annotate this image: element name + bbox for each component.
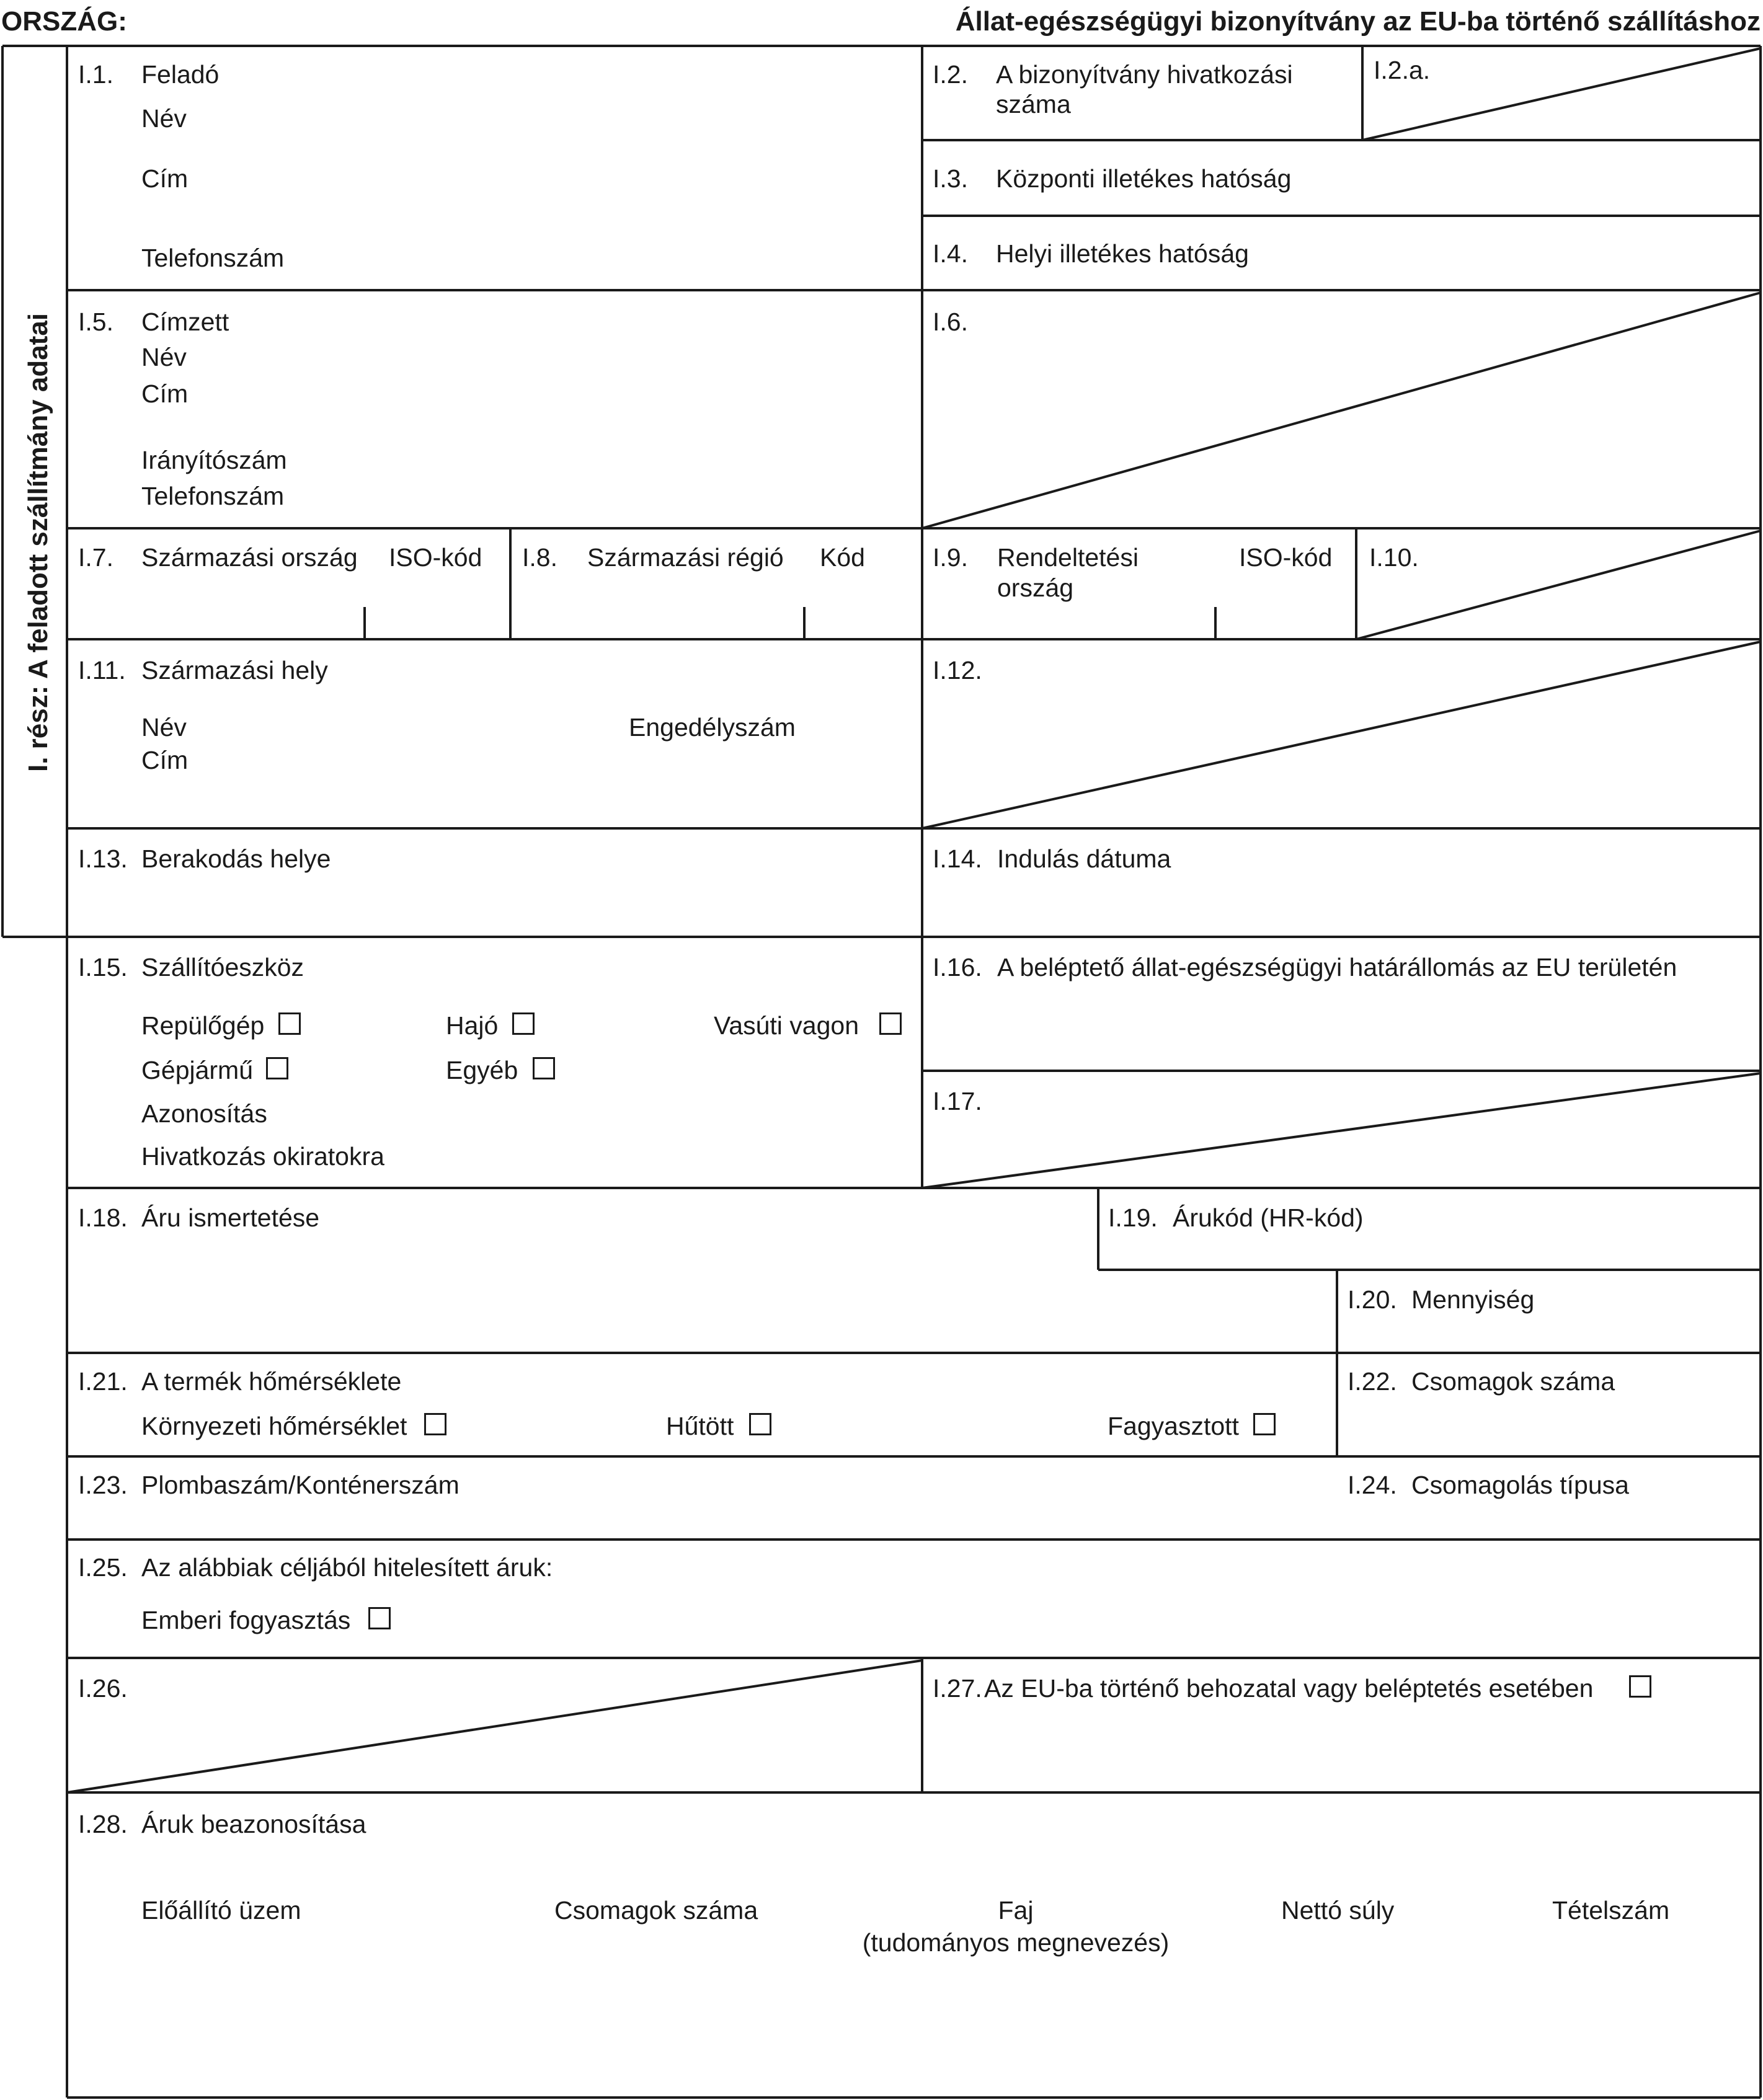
human-consumption-checkbox[interactable]: [368, 1607, 391, 1629]
species-column: Faj: [998, 1896, 1034, 1925]
part-one-side-label: I. rész: A feladott szállítmány adatai: [23, 312, 53, 773]
other-transport-checkbox[interactable]: [533, 1057, 555, 1079]
field-number: I.9.: [933, 543, 968, 572]
destination-country-label-line2: ország: [997, 574, 1074, 602]
other-transport-label: Egyéb: [446, 1056, 518, 1084]
field-number: I.17.: [933, 1087, 982, 1115]
place-address-label: Cím: [141, 746, 189, 774]
lot-number-column: Tételszám: [1552, 1896, 1670, 1925]
field-number: I.20.: [1348, 1285, 1397, 1314]
approval-number-label: Engedélyszám: [629, 713, 796, 742]
diagonal-i6: [922, 293, 1761, 528]
destination-iso-code-label: ISO-kód: [1239, 543, 1333, 572]
consignor-label: Feladó: [141, 60, 220, 89]
field-number: I.3.: [933, 164, 968, 193]
consignor-phone-label: Telefonszám: [141, 244, 285, 272]
ship-checkbox[interactable]: [512, 1012, 535, 1035]
manufacturing-plant-column: Előállító üzem: [141, 1896, 301, 1925]
ship-label: Hajó: [446, 1011, 499, 1040]
road-vehicle-checkbox[interactable]: [266, 1057, 288, 1079]
number-of-packages-column: Csomagok száma: [554, 1896, 758, 1925]
consignor-name-label: Név: [141, 104, 187, 133]
railway-wagon-label: Vasúti vagon: [714, 1011, 859, 1040]
field-number: I.12.: [933, 656, 982, 684]
country-of-origin-label: Származási ország: [141, 543, 358, 572]
certificate-title: Állat-egészségügyi bizonyítvány az EU-ba történő szállításhoz: [955, 6, 1761, 37]
local-authority-label: Helyi illetékes hatóság: [996, 239, 1249, 268]
field-number: I.5.: [78, 308, 113, 336]
field-number: I.25.: [78, 1553, 128, 1582]
consignor-address-label: Cím: [141, 164, 189, 193]
diagonal-i17: [922, 1073, 1761, 1188]
border-inspection-post-label: A beléptető állat-egészségügyi határállomás az EU területén: [997, 953, 1677, 981]
consignee-name-label: Név: [141, 343, 187, 371]
temperature-of-product-label: A termék hőmérséklete: [141, 1367, 402, 1396]
ambient-label: Környezeti hőmérséklet: [141, 1412, 407, 1440]
field-number: I.26.: [78, 1674, 128, 1703]
chilled-label: Hűtött: [666, 1412, 734, 1440]
consignee-postcode-label: Irányítószám: [141, 446, 287, 474]
field-number: I.28.: [78, 1810, 128, 1838]
field-number: I.2.a.: [1374, 56, 1431, 84]
road-vehicle-label: Gépjármű: [141, 1056, 254, 1084]
field-number: I.24.: [1348, 1471, 1397, 1499]
field-number: I.8.: [522, 543, 557, 572]
field-number: I.2.: [933, 60, 968, 89]
place-of-origin-label: Származási hely: [141, 656, 328, 684]
net-weight-column: Nettó súly: [1281, 1896, 1395, 1925]
chilled-checkbox[interactable]: [749, 1413, 771, 1435]
field-number: I.6.: [933, 308, 968, 336]
documentary-references-label: Hivatkozás okiratokra: [141, 1142, 384, 1171]
field-number: I.27.: [933, 1674, 982, 1703]
field-number: I.23.: [78, 1471, 128, 1499]
place-of-loading-label: Berakodás helye: [141, 844, 331, 873]
type-of-packaging-label: Csomagolás típusa: [1411, 1471, 1629, 1499]
field-number: I.1.: [78, 60, 113, 89]
import-or-admission-label: Az EU-ba történő behozatal vagy beléptetés esetében: [984, 1674, 1594, 1703]
ambient-checkbox[interactable]: [424, 1413, 446, 1435]
field-number: I.11.: [78, 656, 126, 684]
certificate-reference-label-line1: A bizonyítvány hivatkozási: [996, 60, 1293, 89]
frozen-label: Fagyasztott: [1108, 1412, 1239, 1440]
country-label: ORSZÁG:: [1, 6, 127, 37]
field-number: I.16.: [933, 953, 982, 981]
description-of-commodity-label: Áru ismertetése: [141, 1203, 320, 1232]
identification-of-commodities-label: Áruk beazonosítása: [141, 1810, 366, 1838]
railway-wagon-checkbox[interactable]: [879, 1012, 902, 1035]
departure-date-label: Indulás dátuma: [997, 844, 1171, 873]
central-authority-label: Központi illetékes hatóság: [996, 164, 1292, 193]
number-of-packages-label: Csomagok száma: [1411, 1367, 1615, 1396]
commodity-code-label: Árukód (HR-kód): [1173, 1203, 1364, 1232]
origin-iso-code-label: ISO-kód: [389, 543, 482, 572]
field-number: I.15.: [78, 953, 128, 981]
human-consumption-label: Emberi fogyasztás: [141, 1606, 351, 1634]
import-admission-checkbox[interactable]: [1629, 1675, 1651, 1698]
region-code-label: Kód: [820, 543, 865, 572]
region-of-origin-label: Származási régió: [587, 543, 784, 572]
diagonal-i12: [922, 642, 1761, 828]
field-number: I.19.: [1108, 1203, 1158, 1232]
means-of-transport-label: Szállítóeszköz: [141, 953, 304, 981]
field-number: I.21.: [78, 1367, 128, 1396]
place-name-label: Név: [141, 713, 187, 742]
field-number: I.13.: [78, 844, 128, 873]
identification-label: Azonosítás: [141, 1099, 267, 1128]
quantity-label: Mennyiség: [1411, 1285, 1535, 1314]
field-number: I.14.: [933, 844, 982, 873]
consignee-address-label: Cím: [141, 379, 189, 408]
field-number: I.18.: [78, 1203, 128, 1232]
field-number: I.10.: [1369, 543, 1419, 572]
field-number: I.22.: [1348, 1367, 1397, 1396]
field-number: I.4.: [933, 239, 968, 268]
frozen-checkbox[interactable]: [1253, 1413, 1276, 1435]
commodities-certified-for-label: Az alábbiak céljából hitelesített áruk:: [141, 1553, 553, 1582]
field-number: I.7.: [78, 543, 113, 572]
diagonal-i26: [67, 1660, 922, 1792]
aeroplane-checkbox[interactable]: [278, 1012, 301, 1035]
species-column-subtitle: (tudományos megnevezés): [862, 1928, 1170, 1957]
seal-container-number-label: Plombaszám/Konténerszám: [141, 1471, 460, 1499]
aeroplane-label: Repülőgép: [141, 1011, 265, 1040]
consignee-phone-label: Telefonszám: [141, 482, 285, 510]
destination-country-label-line1: Rendeltetési: [997, 543, 1139, 572]
consignee-label: Címzett: [141, 308, 229, 336]
certificate-reference-label-line2: száma: [996, 90, 1071, 118]
